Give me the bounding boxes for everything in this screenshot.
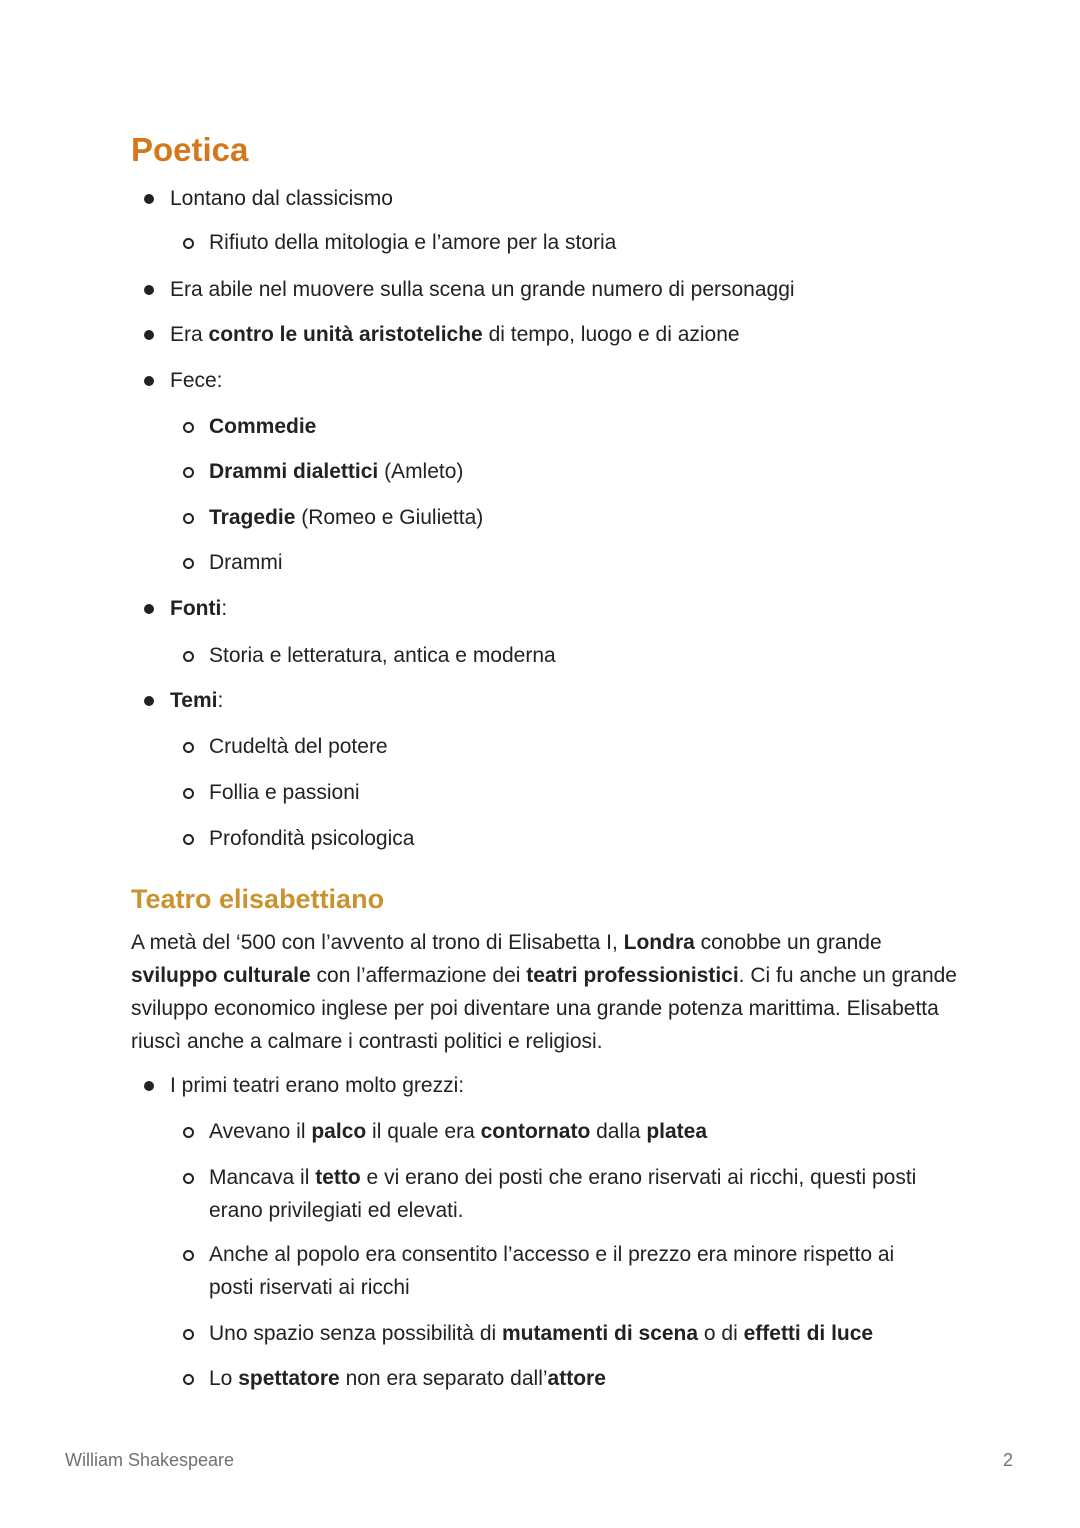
page-number: 2 [1003,1450,1014,1470]
heading-poetica: Poetica [131,131,249,168]
bullet [144,376,154,386]
footer-title: William Shakespeare [65,1450,235,1470]
list-item-fece: Fece: [170,369,223,392]
list-item-unita-aristoteliche: Era contro le unità aristoteliche di tempo, luogo e di azione [170,323,740,346]
sub-bullet [183,834,194,845]
sub-item-storia-letteratura: Storia e letteratura, antica e moderna [209,644,556,667]
sub-item-tragedie: Tragedie (Romeo e Giulietta) [209,506,484,529]
sub-bullet [183,238,194,249]
sub-bullet [183,422,194,433]
sub-item-profondita: Profondità psicologica [209,827,415,850]
sub-bullet [183,1329,194,1340]
list-item-temi: Temi: [170,689,224,712]
list-item-fonti: Fonti: [170,597,228,620]
sub-bullet [183,788,194,799]
sub-item-spazio: Uno spazio senza possibilità di mutamenti di scena o di effetti di luce [209,1322,874,1345]
sub-item-palco: Avevano il palco il quale era contornato dalla platea [209,1120,708,1143]
sub-item-mitologia: Rifiuto della mitologia e l’amore per la storia [209,231,617,254]
list-item-personaggi: Era abile nel muovere sulla scena un grande numero di personaggi [170,278,795,301]
bullet [144,330,154,340]
paragraph-teatro: A metà del ‘500 con l’avvento al trono di Elisabetta I, Londra conobbe un grande sviluppo culturale con l’affermazione dei teatri professionistici. Ci fu anche un grande sviluppo economico inglese per poi diventare una grande potenza marittima. Elisabetta riuscì anche a calmare i contrasti politici e religiosi. [131,931,957,1053]
heading-teatro-elisabettiano: Teatro elisabettiano [131,884,385,914]
sub-item-follia: Follia e passioni [209,781,360,804]
sub-bullet [183,1250,194,1261]
bullet [144,285,154,295]
bullet [144,604,154,614]
sub-bullet [183,558,194,569]
sub-bullet [183,1173,194,1184]
sub-item-spettatore: Lo spettatore non era separato dall’attore [209,1367,606,1390]
sub-bullet [183,513,194,524]
sub-item-drammi-dialettici: Drammi dialettici (Amleto) [209,460,464,483]
sub-item-tetto: Mancava il tetto e vi erano dei posti che erano riservati ai ricchi, questi posti erano privilegiati ed elevati. [209,1166,917,1222]
sub-bullet [183,1374,194,1385]
list-item-primi-teatri: I primi teatri erano molto grezzi: [170,1074,465,1097]
bullet [144,696,154,706]
sub-bullet [183,651,194,662]
sub-bullet [183,1127,194,1138]
sub-bullet [183,742,194,753]
sub-item-commedie: Commedie [209,415,317,438]
sub-item-popolo: Anche al popolo era consentito l’accesso e il prezzo era minore rispetto ai posti riservati ai ricchi [209,1243,895,1299]
list-item-classicismo: Lontano dal classicismo [170,187,393,210]
bullet [144,1081,154,1091]
sub-item-drammi: Drammi [209,551,283,574]
sub-bullet [183,467,194,478]
bullet [144,194,154,204]
sub-item-crudelta: Crudeltà del potere [209,735,388,758]
